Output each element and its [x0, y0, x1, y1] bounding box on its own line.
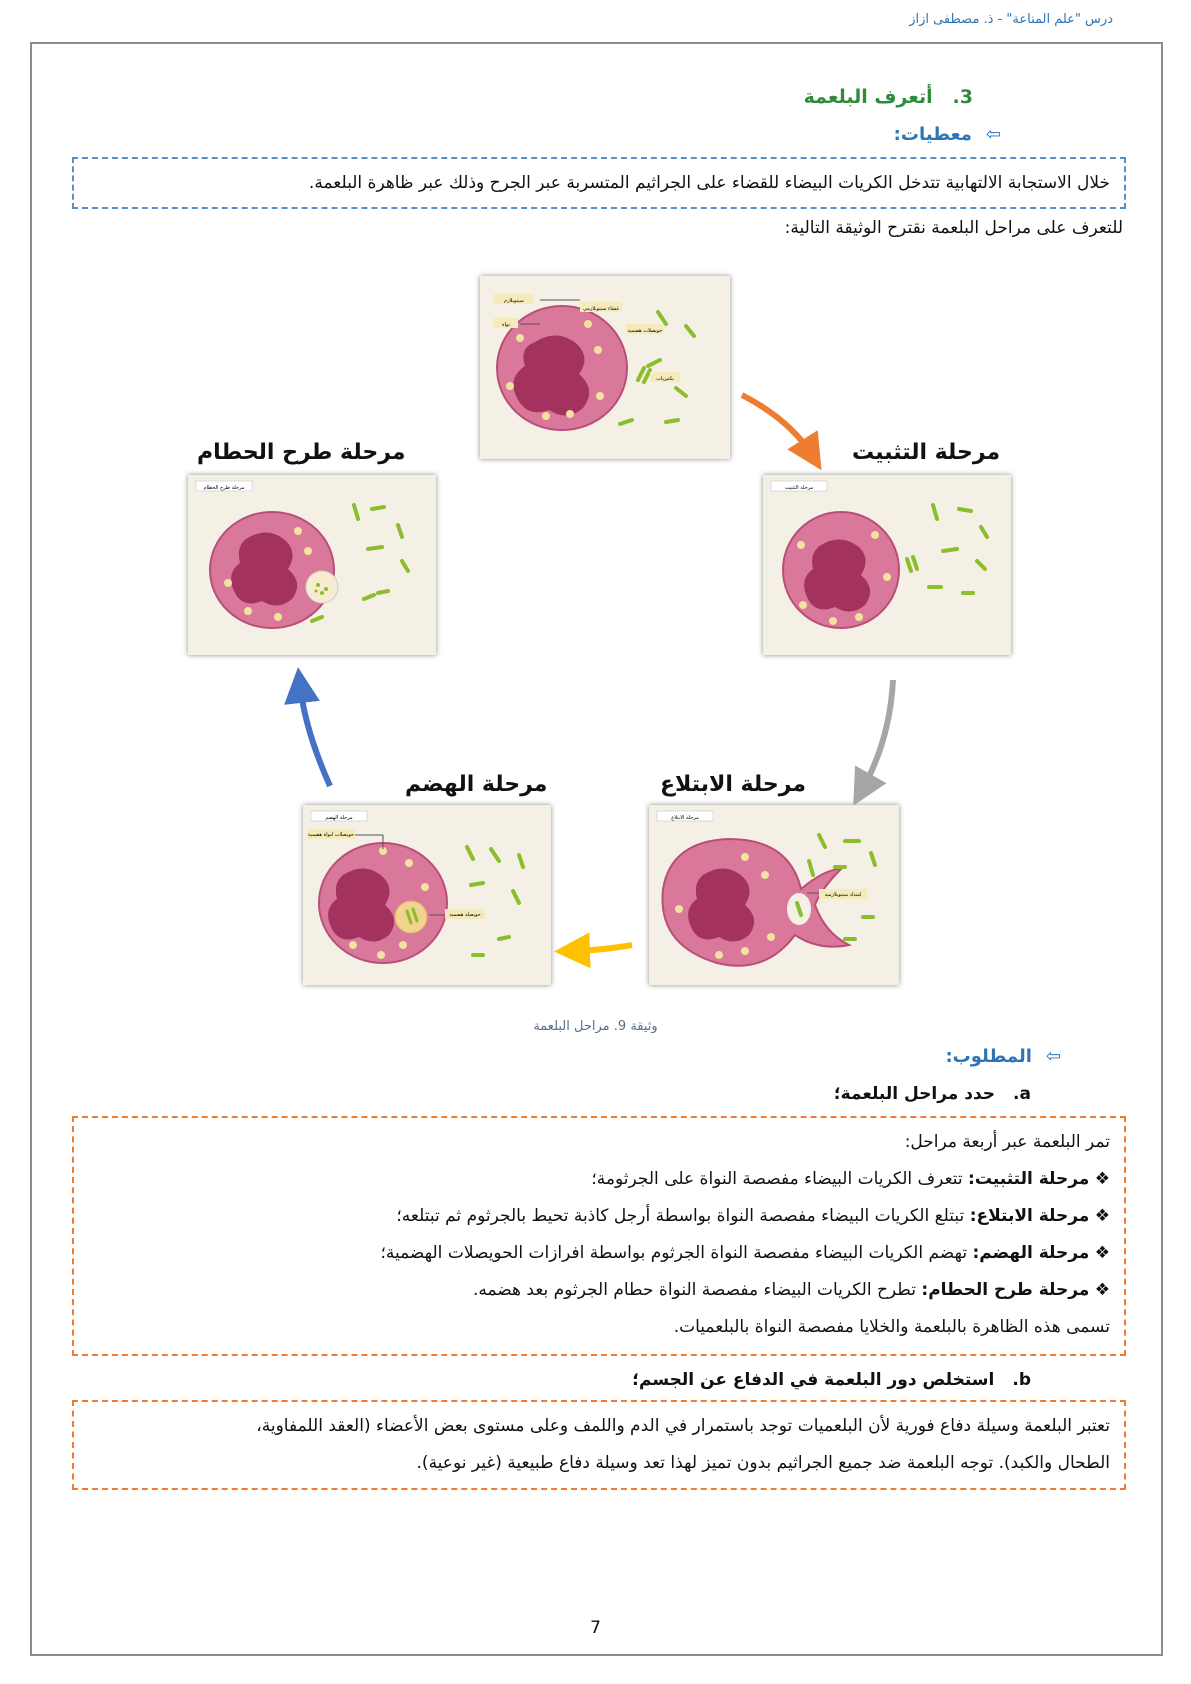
stage-label-ingestion: مرحلة الابتلاع	[660, 772, 807, 797]
answer-a-box	[72, 1116, 1126, 1356]
question-b-text: استخلص دور البلعمة في الدفاع عن الجسم؛	[632, 1370, 995, 1390]
stage-label-rejection: مرحلة طرح الحطام	[197, 440, 406, 465]
answer-a-item: ❖ مرحلة الهضم: تهضم الكريات البيضاء مفصصة النواة الجرثوم بواسطة افرازات الحويصلات الهضمية؛	[380, 1243, 1110, 1263]
label-cytoplasm: سيتوبلازم	[504, 298, 524, 304]
question-a-text: حدد مراحل البلعمة؛	[833, 1084, 996, 1104]
arrow-orange	[742, 395, 812, 455]
page-number: 7	[590, 1618, 601, 1638]
intro-text: للتعرف على مراحل البلعمة نقترح الوثيقة التالية:	[784, 218, 1123, 238]
stage-label-digestion: مرحلة الهضم	[405, 772, 548, 797]
figure-caption: وثيقة 9. مراحل البلعمة	[533, 1019, 658, 1034]
label-digestive-vesicles: حويصلات لنواة هضمية	[308, 832, 354, 838]
answer-a-intro: تمر البلعمة عبر أربعة مراحل:	[904, 1132, 1110, 1152]
answer-b-line1: تعتبر البلعمة وسيلة دفاع فورية لأن البلعميات توجد باستمرار في الدم واللمف وعلى مستوى بعض الأعضاء (العقد اللمفاوية،	[256, 1416, 1110, 1436]
answer-a-item: ❖ مرحلة الابتلاع: تبتلع الكريات البيضاء مفصصة النواة بواسطة أرجل كاذبة تحيط بالجرثوم ثم تبتلعه؛	[396, 1206, 1110, 1226]
answer-a-item: ❖ مرحلة طرح الحطام: تطرح الكريات البيضاء مفصصة النواة حطام الجرثوم بعد هضمه.	[472, 1280, 1110, 1300]
required-heading: ⇦المطلوب:	[945, 1046, 1061, 1067]
stage-label-fixation: مرحلة التثبيت	[852, 440, 1001, 465]
answer-a-item: ❖ مرحلة التثبيت: تتعرف الكريات البيضاء مفصصة النواة على الجرثومة؛	[591, 1169, 1110, 1189]
answer-b-box	[72, 1400, 1126, 1490]
image-label-ingestion: مرحلة الابتلاع	[671, 815, 699, 821]
question-a-marker: a.	[1013, 1084, 1031, 1104]
arrow-blue	[300, 685, 330, 786]
label-digestive-vacuole: حويصلة هضمية	[449, 912, 481, 918]
given-heading: ⇦معطيات:	[893, 124, 1001, 145]
question-a	[834, 1084, 1031, 1104]
section-number: 3.	[952, 86, 973, 108]
image-label-digestion: مرحلة الهضم	[325, 815, 353, 821]
section-title-text: أتعرف البلعمة	[803, 86, 933, 108]
question-b	[632, 1370, 1031, 1390]
answer-a-conclusion: تسمى هذه الظاهرة بالبلعمة والخلايا مفصصة النواة بالبلعميات.	[673, 1317, 1110, 1337]
label-membrane: غشاء سيتوبلازمي	[583, 306, 619, 312]
label-bacteria: بكتيريات	[656, 376, 674, 382]
answer-b-line2: الطحال والكبد). توجه البلعمة ضد جميع الجراثيم بدون تميز لهذا تعد وسيلة دفاع طبيعية (غير نوعية).	[416, 1453, 1110, 1473]
arrow-icon: ⇦	[985, 124, 1001, 145]
label-pseudopods: امتداد سيتوبلازمية	[824, 892, 862, 898]
label-vesicles: حويصلات هضمية	[627, 328, 663, 334]
arrow-yellow	[572, 945, 632, 951]
question-b-marker: b.	[1012, 1370, 1031, 1390]
image-label-fixation: مرحلة التثبيت	[784, 485, 814, 491]
arrow-icon: ⇦	[1045, 1046, 1061, 1067]
arrow-gray	[862, 680, 893, 790]
image-label-rejection: مرحلة طرح الحطام	[203, 485, 245, 491]
page-header: درس "علم المناعة" - ذ. مصطفى ازاز	[909, 12, 1113, 27]
label-nucleus: نواة	[502, 322, 510, 328]
given-text: خلال الاستجابة الالتهابية تتدخل الكريات البيضاء للقضاء على الجراثيم المتسربة عبر الجرح وذلك عبر ظاهرة البلعمة.	[308, 173, 1110, 193]
